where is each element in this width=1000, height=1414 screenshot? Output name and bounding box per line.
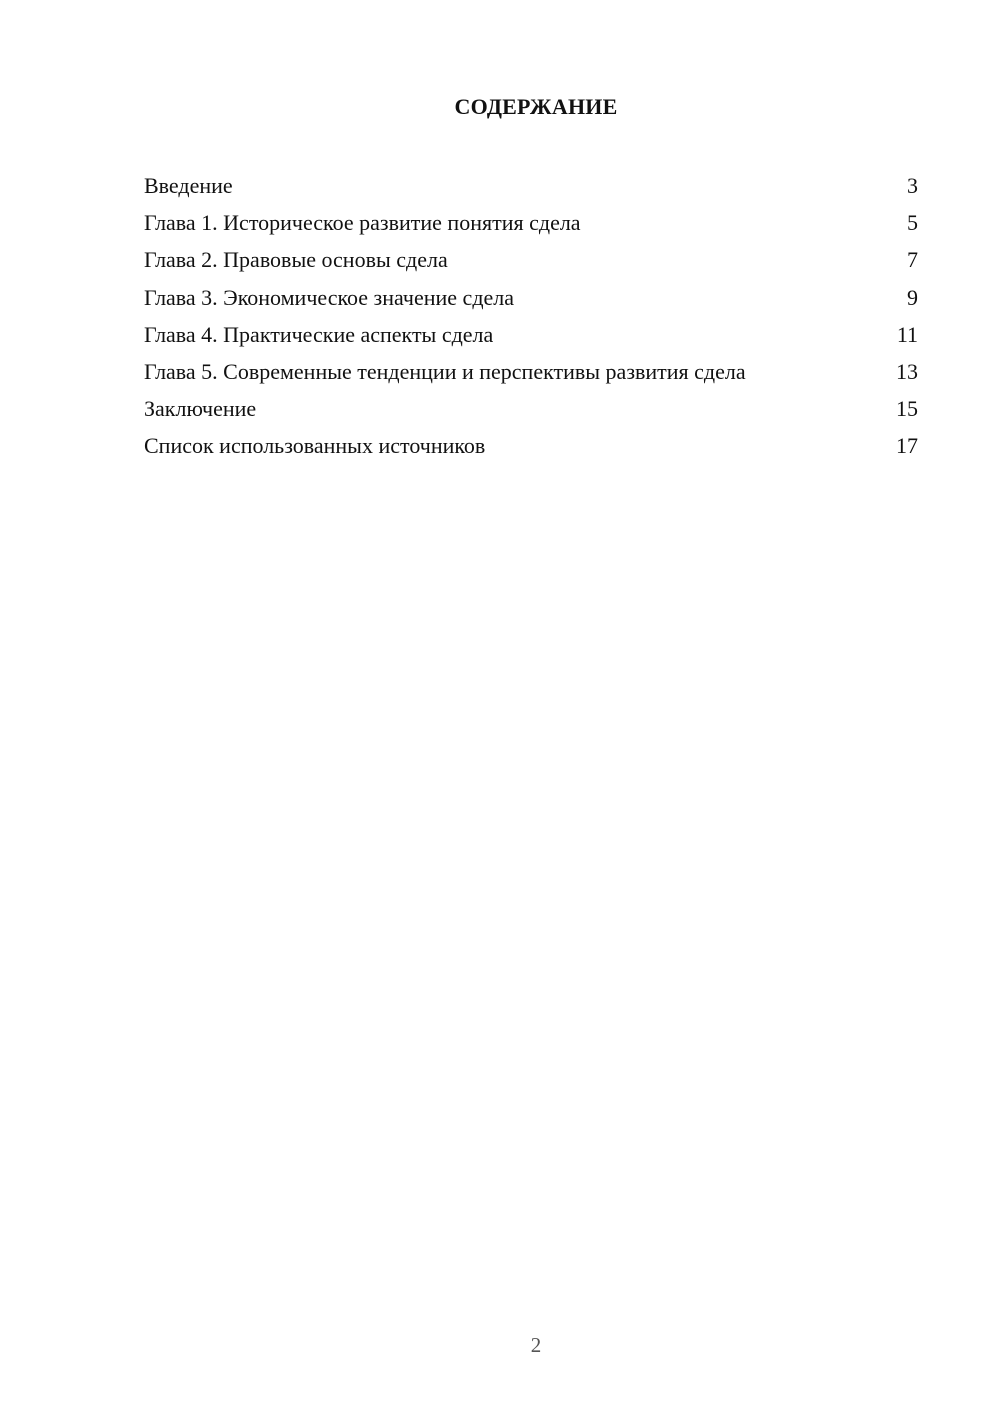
toc-item-page: 15 — [896, 396, 918, 422]
toc-item-label: Глава 2. Правовые основы сдела — [144, 247, 448, 273]
toc-item-chapter-1 — [144, 204, 918, 241]
toc-item-page: 5 — [907, 210, 918, 236]
toc-item-label: Введение — [144, 173, 233, 198]
toc-item-chapter-3 — [144, 279, 918, 316]
toc-item-label: Глава 5. Современные тенденции и перспективы развития сдела — [144, 358, 746, 384]
toc-item-page: 7 — [907, 247, 918, 273]
toc-item-label: Список использованных источников — [144, 433, 486, 459]
toc-item-introduction — [144, 167, 918, 204]
toc-item-label: Заключение — [144, 396, 257, 422]
toc-item-page: 13 — [896, 358, 918, 384]
toc-item-page: 17 — [896, 433, 918, 459]
table-of-contents — [144, 167, 918, 465]
toc-item-label: Глава 1. Историческое развитие понятия сдела — [144, 210, 581, 236]
toc-item-page: 3 — [907, 173, 918, 198]
toc-item-references — [144, 427, 918, 464]
toc-item-label: Глава 3. Экономическое значение сдела — [144, 284, 515, 310]
page-title: СОДЕРЖАНИЕ — [454, 94, 618, 119]
toc-item-chapter-5 — [144, 353, 918, 390]
page-number: 2 — [530, 1333, 542, 1357]
toc-item-label: Глава 4. Практические аспекты сдела — [144, 321, 494, 347]
toc-item-page: 11 — [896, 321, 918, 347]
toc-item-page: 9 — [907, 284, 918, 310]
toc-item-chapter-2 — [144, 241, 918, 278]
toc-item-conclusion — [144, 390, 918, 427]
toc-item-chapter-4 — [144, 316, 918, 353]
